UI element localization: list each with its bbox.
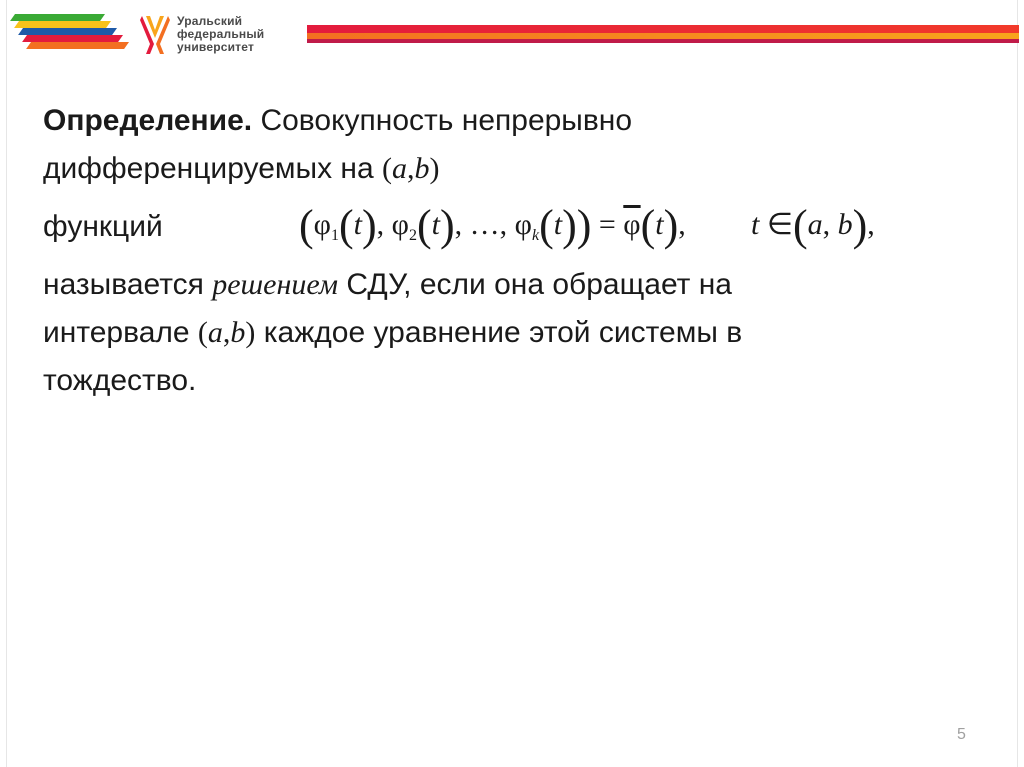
slide — [6, 0, 1018, 767]
line-2-text: дифференцируемых на — [43, 152, 382, 185]
header-bar-right — [307, 25, 1019, 49]
stripe-green — [10, 14, 105, 21]
stripe-red — [22, 35, 123, 42]
logo-line-1: Уральский — [177, 14, 243, 28]
solution-formula: ($\varphi_1(t)$, $\varphi_2(t)$, …, $\varphi_k(t)) = \overline{\varphi}(t)$, — [299, 201, 686, 250]
stripe-blue — [18, 28, 117, 35]
term-solution: решением — [212, 268, 339, 301]
page-number: 5 — [957, 726, 966, 743]
logo-line-3: университет — [177, 40, 255, 54]
line-1 — [43, 104, 632, 138]
stripe-orange — [26, 42, 129, 49]
line-5: интервале (a,b) каждое уравнение этой системы в — [43, 316, 743, 349]
stripe-yellow — [14, 21, 111, 28]
line-1-text: Совокупность непрерывно — [252, 104, 633, 137]
line-6: тождество. — [43, 364, 197, 397]
line-3-label: функций — [43, 210, 163, 243]
line-4: называется решением СДУ, если она обращает на — [43, 268, 732, 301]
definition-label: Определение. — [43, 104, 253, 137]
line-2 — [43, 152, 440, 186]
header-stripes-left — [7, 14, 117, 50]
line-2-interval: (a,b) — [382, 152, 440, 185]
logo-line-2: федеральный — [177, 27, 265, 41]
domain-formula: t ∈(a, b), — [751, 201, 875, 250]
university-logo-icon — [140, 14, 170, 56]
line-5-interval: (a,b) — [197, 316, 256, 349]
university-logo-text — [177, 15, 264, 54]
